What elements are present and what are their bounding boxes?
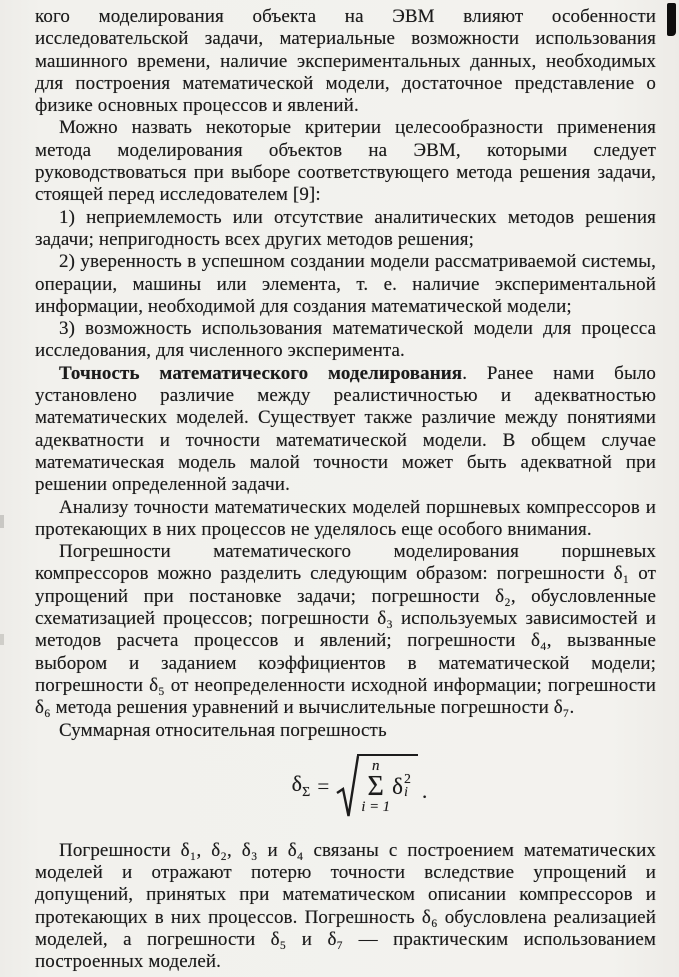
scan-artifact-corner-bar bbox=[667, 3, 676, 36]
paragraph-criterion-3: 3) возможность использования математической модели для процесса исследования, для численного эксперимента. bbox=[35, 318, 656, 362]
formula-lhs: $\delta_\Sigma$ bbox=[291, 770, 311, 800]
paragraph-analysis: Анализу точности математических моделей поршневых компрессоров и протекающих в них процессов не уделялось еще особого внимания. bbox=[35, 496, 656, 540]
equals-sign: = bbox=[317, 773, 330, 798]
paragraph-criteria-intro: Можно назвать некоторые критерии целесообразности применения метода моделирования объектов на ЭВМ, которыми следует руководствоваться при выборе соответствующего метода решения задачи, стоящей перед исследователем [9]: bbox=[35, 117, 656, 206]
radical-expression bbox=[336, 754, 418, 822]
formula-period: . bbox=[421, 778, 428, 803]
paragraph-criterion-2: 2) уверенность в успешном создании модели рассматриваемой системы, операции, машины или элемента, т. е. наличие экспериментальной информации, необходимой для создания математической модели; bbox=[35, 251, 656, 317]
paragraph-continuation: кого моделирования объекта на ЭВМ влияют особенности исследовательской задачи, материальные возможности использования машинного времени, наличие экспериментальных данных, необходимых для построения математической модели, достаточное представление о физике основных процессов и явлений. bbox=[35, 6, 656, 117]
paragraph-criterion-1: 1) неприемлемость или отсутствие аналитических методов решения задачи; непригодность всех других методов решения; bbox=[35, 206, 656, 250]
paragraph-accuracy-text: . Ранее нами было установлено различие между реалистичностью и адекватностью математических моделей. Существует также различие между понятиями адекватности и точности математической модели. В общем случае математическая модель малой точности может быть адекватной при решении определенной задачи. bbox=[35, 362, 656, 496]
paragraph-accuracy bbox=[35, 363, 656, 497]
paragraph-error-sources: Погрешности δ₁, δ₂, δ₃ и δ₄ связаны с построением математических моделей и отражают потерю точности вследствие упрощений и допущений, принятых при математическом описании компрессоров и протекающих в них процессов. Погрешность δ₆ обусловлена реализацией моделей, а погрешности δ₅ и δ₇ — практическим использованием построенных моделей. bbox=[35, 839, 656, 973]
summed-term: δ 2 i bbox=[392, 771, 411, 800]
scan-artifact-speck bbox=[0, 515, 4, 528]
radicand bbox=[357, 754, 418, 815]
formula-total-relative-error bbox=[49, 754, 670, 826]
text-block bbox=[35, 6, 656, 974]
paragraph-error-types: Погрешности математического моделирования поршневых компрессоров можно разделить следующим образом: погрешности δ₁ от упрощений при постановке задачи; погрешности δ₂, обусловленные схематизацией процессов; погрешности δ₃ используемых зависимостей и методов расчета процессов и явлений; погрешности δ₄, вызванные выбором и заданием коэффициентов в математической модели; погрешности δ₅ от неопределенности исходной информации; погрешности δ₆ метода решения уравнений и вычислительные погрешности δ₇. bbox=[35, 541, 656, 719]
summation-symbol: n Σ i = 1 bbox=[361, 757, 391, 815]
inline-heading-accuracy: Точность математического моделирования bbox=[59, 362, 463, 384]
paragraph-total-error-intro: Суммарная относительная погрешность bbox=[59, 719, 387, 741]
scan-artifact-speck bbox=[0, 634, 4, 645]
